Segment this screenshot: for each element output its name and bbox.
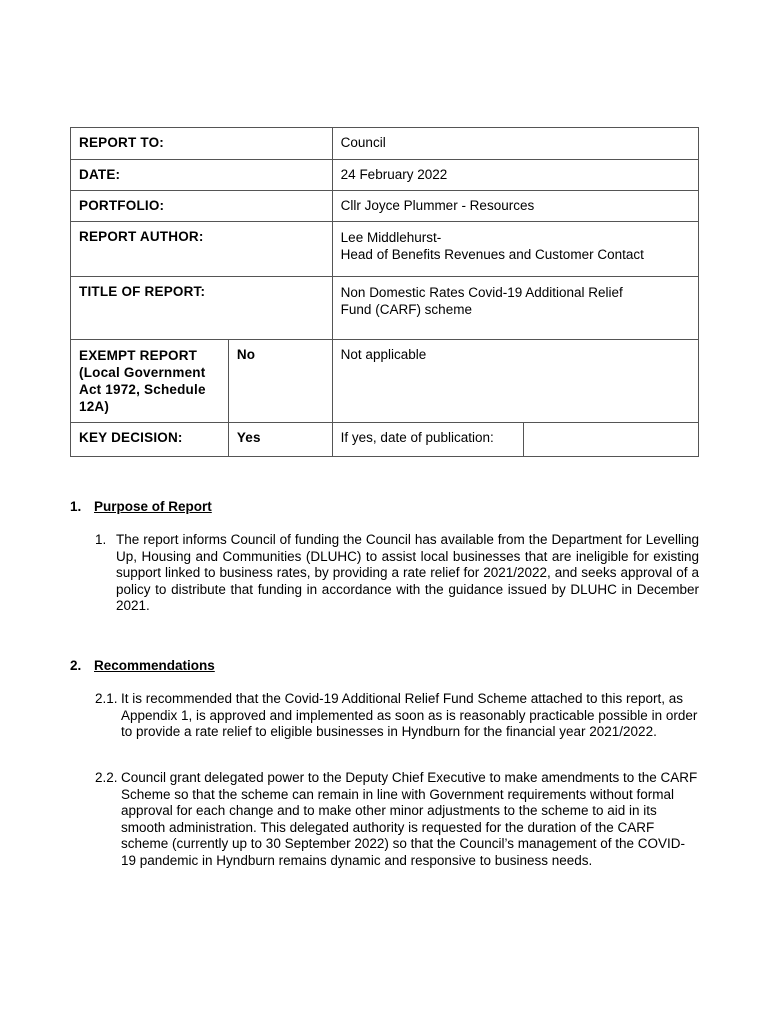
date-label: DATE: (71, 160, 333, 191)
row-exempt-report (71, 340, 699, 423)
key-decision-label: KEY DECISION: (71, 423, 229, 457)
recommendation-2-2-number: 2.2. (95, 770, 118, 785)
key-decision-answer: Yes (228, 423, 332, 457)
date-value: 24 February 2022 (332, 160, 698, 191)
report-header-table (70, 127, 699, 457)
section-purpose-heading (70, 499, 700, 514)
purpose-item-1 (95, 532, 699, 615)
report-author-value (332, 222, 698, 277)
report-to-label: REPORT TO: (71, 128, 333, 160)
row-portfolio (71, 191, 699, 222)
report-to-value: Council (332, 128, 698, 160)
author-name: Lee Middlehurst- (340, 230, 442, 245)
report-author-label: REPORT AUTHOR: (71, 222, 333, 277)
purpose-item-1-text: The report informs Council of funding the Council has available from the Department for Levelling Up, Housing and Communities (DLUHC) to assist local businesses that are ineligible for existing support linked to business rates, by providing a rate relief for 2021/2022, and seeks approval of a policy to distribute that funding in accordance with the guidance issued by DLUHC in December 2021. (116, 532, 699, 613)
portfolio-label: PORTFOLIO: (71, 191, 333, 222)
title-of-report-value (332, 277, 698, 340)
recommendation-2-2-text: Council grant delegated power to the Deputy Chief Executive to make amendments to the CARF Scheme so that the scheme can remain in line with Government requirements without formal approval for each change and to make other minor adjustments to the scheme to aid in its smooth administration. This delegated authority is requested for the duration of the CARF scheme (currently up to 30 September 2022) so that the Council’s management of the COVID-19 pandemic in Hyndburn remains dynamic and responsive to business needs. (121, 770, 698, 868)
recommendation-item-2-1 (95, 691, 700, 741)
author-role: Head of Benefits Revenues and Customer Contact (340, 247, 644, 262)
section-2-title: Recommendations (94, 658, 215, 673)
row-report-author (71, 222, 699, 277)
title-line-2: Fund (CARF) scheme (340, 302, 472, 317)
section-recommendations-heading (70, 658, 700, 673)
publication-date-cell (524, 423, 699, 457)
section-2-number: 2. (70, 658, 82, 673)
purpose-item-1-number: 1. (95, 532, 107, 547)
exempt-report-value: Not applicable (332, 340, 698, 423)
exempt-report-label (71, 340, 229, 423)
row-report-to (71, 128, 699, 160)
row-date (71, 160, 699, 191)
key-decision-value: If yes, date of publication: (332, 423, 524, 457)
exempt-label-line-2: (Local Government (79, 365, 206, 380)
row-title-of-report (71, 277, 699, 340)
section-1-number: 1. (70, 499, 82, 514)
recommendation-2-1-text: It is recommended that the Covid-19 Additional Relief Fund Scheme attached to this report, as Appendix 1, is approved and implemented as soon as is reasonably practicable possible in order to provide a rate relief to eligible businesses in Hyndburn for the financial year 2021/2022. (121, 691, 698, 739)
title-line-1: Non Domestic Rates Covid-19 Additional Relief (340, 285, 623, 300)
exempt-report-answer: No (228, 340, 332, 423)
section-1-title: Purpose of Report (94, 499, 212, 514)
row-key-decision (71, 423, 699, 457)
exempt-label-line-4: 12A) (79, 399, 110, 414)
exempt-label-line-1: EXEMPT REPORT (79, 348, 198, 363)
title-of-report-label: TITLE OF REPORT: (71, 277, 333, 340)
recommendation-2-1-number: 2.1. (95, 691, 118, 706)
portfolio-value: Cllr Joyce Plummer - Resources (332, 191, 698, 222)
exempt-label-line-3: Act 1972, Schedule (79, 382, 206, 397)
recommendation-item-2-2 (95, 770, 700, 869)
